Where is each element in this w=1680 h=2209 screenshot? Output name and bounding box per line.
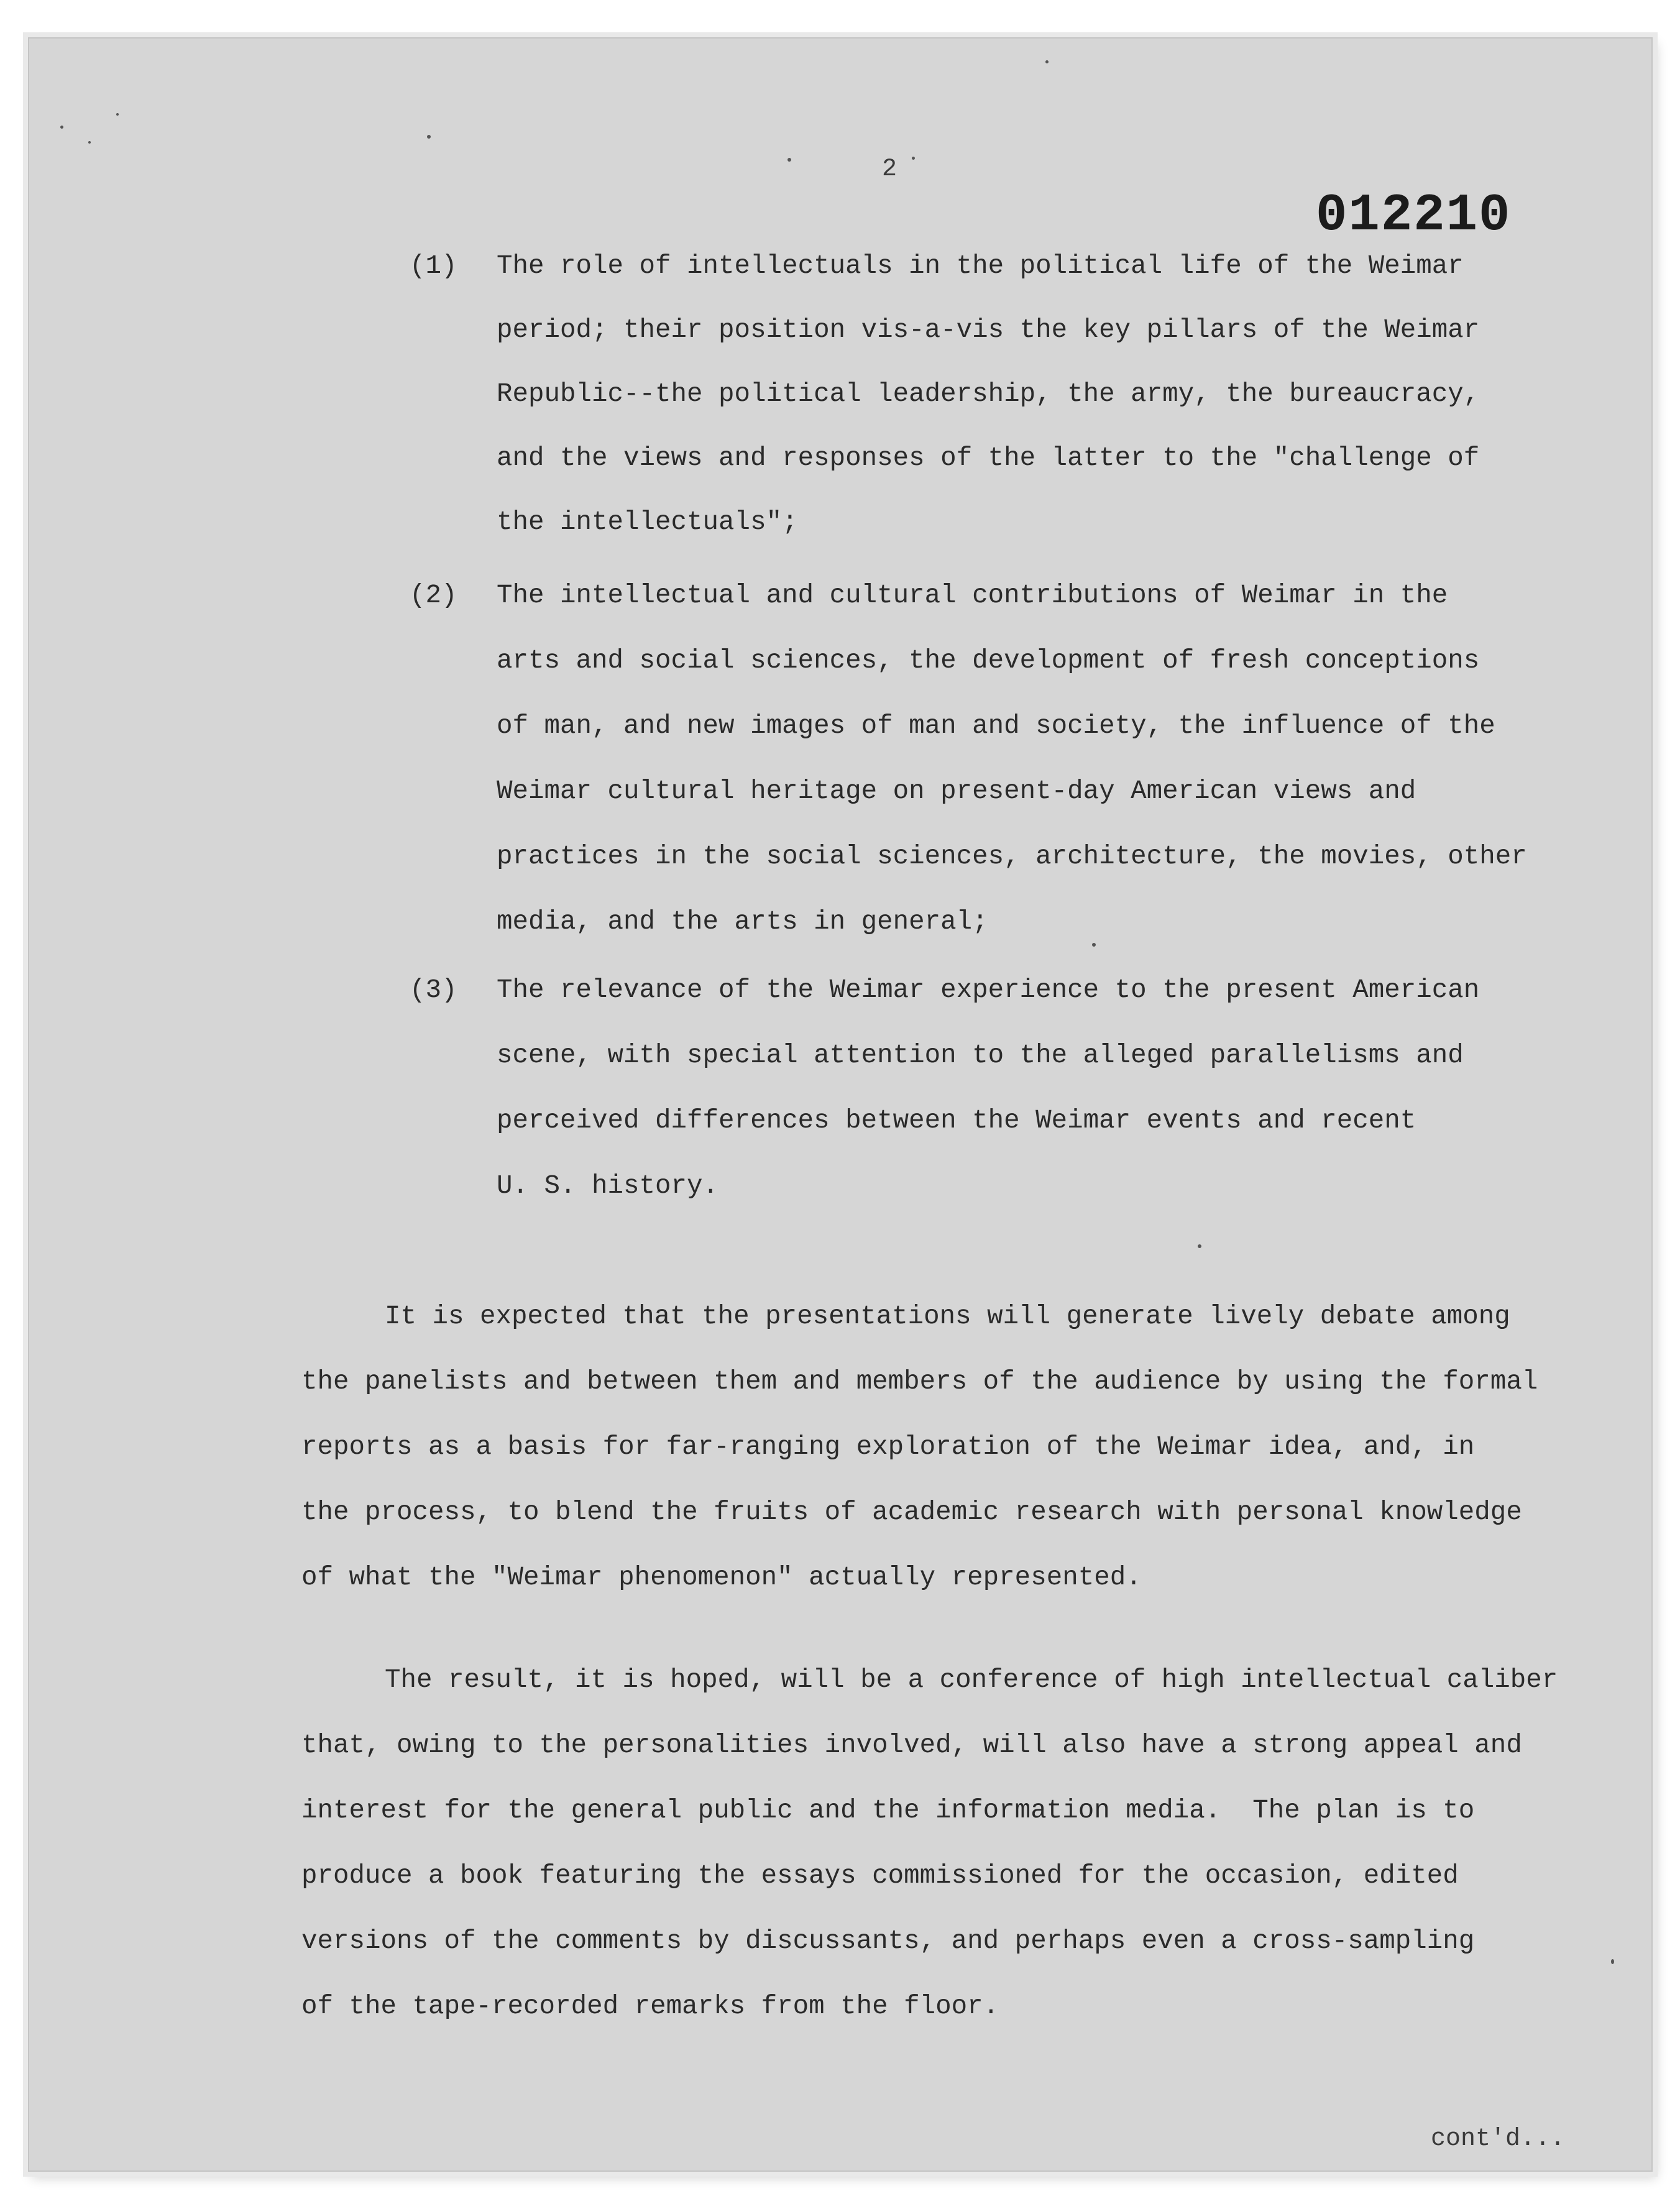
document-page [28,37,1653,2172]
scan-speck [1198,1244,1201,1248]
item-number: (1) [410,251,457,281]
paragraph-line: The result, it is hoped, will be a conference of high intellectual caliber [385,1665,1558,1695]
scan-speck [912,157,915,160]
continued-marker: cont'd... [1431,2125,1566,2153]
item-line: practices in the social sciences, architecture, the movies, other [497,842,1527,871]
paragraph-line: versions of the comments by discussants, and perhaps even a cross-sampling [301,1926,1475,1956]
item-line: media, and the arts in general; [497,907,988,937]
page-number: 2 [882,155,897,183]
scan-speck [427,135,431,139]
document-id-stamp: 012210 [1316,186,1512,246]
scan-speck [1611,1959,1614,1964]
item-line: Republic--the political leadership, the army, the bureaucracy, [497,379,1480,409]
paragraph-line: the process, to blend the fruits of academic research with personal knowledge [301,1497,1522,1527]
scan-speck [1092,943,1096,947]
paragraph-line: It is expected that the presentations will generate lively debate among [385,1302,1510,1331]
paragraph-line: that, owing to the personalities involved, will also have a strong appeal and [301,1730,1522,1760]
item-line: Weimar cultural heritage on present-day American views and [497,776,1416,806]
item-line: the intellectuals"; [497,507,798,537]
scan-speck [1045,60,1049,63]
item-line: The role of intellectuals in the political life of the Weimar [497,251,1464,281]
paragraph-line: the panelists and between them and members of the audience by using the formal [301,1367,1538,1397]
item-line: perceived differences between the Weimar events and recent [497,1106,1416,1136]
paragraph-line: of what the "Weimar phenomenon" actually represented. [301,1563,1142,1592]
item-line: arts and social sciences, the development of fresh conceptions [497,646,1480,676]
item-line: of man, and new images of man and society, the influence of the [497,711,1495,741]
item-line: The relevance of the Weimar experience to the present American [497,975,1480,1005]
scan-speck [787,158,791,162]
paragraph-line: produce a book featuring the essays commissioned for the occasion, edited [301,1861,1459,1891]
paragraph-line: interest for the general public and the information media. The plan is to [301,1796,1475,1826]
item-line: The intellectual and cultural contributions of Weimar in the [497,581,1448,610]
item-number: (2) [410,581,457,610]
paragraph-line: reports as a basis for far-ranging exploration of the Weimar idea, and, in [301,1432,1475,1462]
item-line: scene, with special attention to the alleged parallelisms and [497,1040,1464,1070]
item-number: (3) [410,975,457,1005]
scan-speck [88,141,91,144]
scan-speck [60,126,63,129]
item-line: and the views and responses of the latter to the "challenge of [497,443,1480,473]
item-line: period; their position vis-a-vis the key pillars of the Weimar [497,315,1480,345]
scan-speck [116,113,119,116]
paragraph-line: of the tape-recorded remarks from the floor. [301,1991,999,2021]
item-line: U. S. history. [497,1171,719,1201]
